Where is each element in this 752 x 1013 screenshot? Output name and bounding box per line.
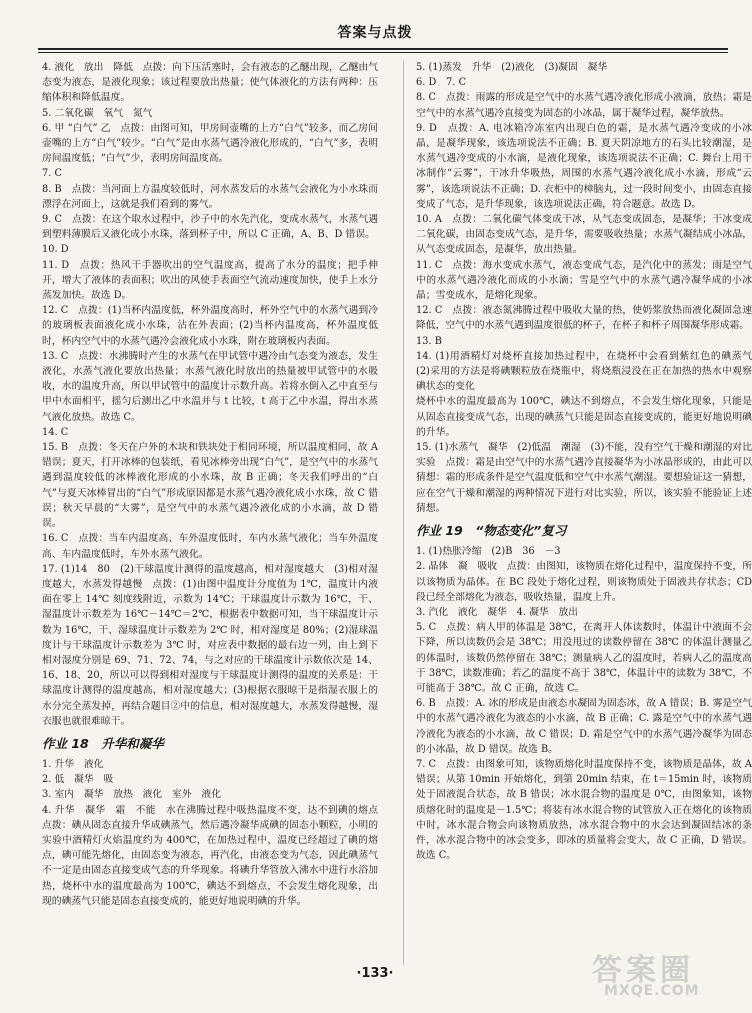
answer-item: 2. 低 凝华 吸 (42, 774, 114, 786)
answer-item: 15. (1)水蒸气 凝华 (2)低温 潮湿 (3)不能，没有空气干燥和潮湿的对比实验 点拨：霜是由空气中的水蒸气遇冷直接凝华为小冰晶形成的，由此可以猜想：霜的形成条件是空气温度低和空气中水蒸气潮湿。要想验证这一猜想，应在空气干燥和潮湿的两种情况下进行对比实验，所以，该实验不能验证上述猜想。 (416, 442, 752, 514)
watermark-url: MXQE.COM (604, 983, 700, 999)
answer-item: 1. (1)热胀冷缩 (2)B 36 －3 (416, 546, 561, 558)
right-column (416, 60, 752, 965)
answer-item: 8. B 点拨：当河面上方温度较低时，河水蒸发后的水蒸气会液化为小水珠而漂浮在河面上，这就是我们看到的雾气。 (42, 183, 378, 210)
answer-item: 烧杯中水的温度最高为 100℃，碘达不到熔点，不会发生熔化现象，只能是从固态直接变成气态，出现的碘蒸气只能是固态直接变成的，能更好地说明碘的升华。 (416, 396, 752, 438)
answer-item: 7. C 点拨：由图象可知，该物质熔化时温度保持不变，该物质是晶体，故 A 错误；从第 10min 开始熔化，到第 20min 结束，在 t＝15min 时，该物质处于固液混合状态，故 B 错误；冰水混合物的温度是 0℃，由图象知，该物质熔化时的温度是－1.5℃；将装有冰水混合物的试管放入正在熔化的该物质中时，冰水混合物会向该物质放热，冰水混合物中的水会达到凝固结冰的条件，冰水混合物中的冰会变多，即冰的质量将会变大，故 C 正确，D 错误。故选 C。 (416, 758, 752, 862)
answer-item: 5. (1)蒸发 升华 (2)液化 (3)凝固 凝华 (416, 62, 608, 73)
answer-item: 12. C 点拨：(1)当杯内温度低，杯外温度高时，杯外空气中的水蒸气遇到冷的玻璃板表面液化成小水珠，沾在外表面；(2)当杯内温度高，杯外温度低时，杯内空气中的水蒸气遇冷会液化成小水珠，附在玻璃板内表面。 (42, 305, 378, 347)
answer-item: 4. 液化 放出 降低 点拨：向下压活塞时，会有液态的乙醚出现，乙醚由气态变为液态，是液化现象；该过程要放出热量；使气体液化的方法有两种：压缩体积和降低温度。 (42, 62, 378, 104)
answer-item: 14. (1)用酒精灯对烧杯直接加热过程中，在烧杯中会看到紫红色的碘蒸气 (2)采用的方法是将碘颗粒放在烧瓶中，将烧瓶浸没在正在加热的热水中观察碘状态的变化 (416, 350, 752, 393)
column-divider (403, 60, 404, 965)
answer-item: 4. 升华 凝华 霜 不能 水在沸腾过程中吸热温度不变，达不到碘的熔点 点拨：碘从固态直接升华成碘蒸气，然后遇冷凝华成碘的固态小颗粒，小明的实验中酒精灯火焰温度约为 400℃，在加热过程中，温度已经超过了碘的熔点，碘可能先熔化，由固态变为液态，再汽化，由液态变为气态，因此碘蒸气不一定是由固态直接变成气态的升华现象。将碘升华管放入沸水中进行水浴加热，烧杯中水的温度最高为 100℃，碘达不到熔点，不会发生熔化现象，出现的碘蒸气只能是固态直接变成的，能更好地说明碘的升华。 (42, 804, 388, 907)
answer-item: 3. 室内 凝华 放热 液化 室外 液化 (42, 789, 222, 801)
watermark (582, 945, 732, 1005)
answer-item: 7. C (42, 168, 62, 180)
answer-item: 11. D 点拨：热风干手器吹出的空气温度高，提高了水分的温度；把手伸开，增大了液体的表面积；吹出的风使手表面空气流动速度加快，使手上水分蒸发加快。故选 D。 (42, 259, 378, 302)
answer-item: 5. 二氧化碳 氧气 氮气 (42, 107, 153, 119)
answer-item: 15. B 点拨：冬天在户外的木块和铁块处于相同环境，所以温度相同，故 A 错误；夏天，打开冰棒的包装纸，看见冰棒旁出现“白气”，是空气中的水蒸气遇到温度较低的冰棒液化形成的小水珠，故 B 正确；冬天我们呼出的“白气”与夏天冰棒冒出的“白气”形成原因都是水蒸气遇冷液化成小水珠，故 C 错误；秋天早晨的“大雾”，是空气中的水蒸气遇冷液化成的小水滴，故 D 错误。 (42, 442, 378, 530)
answer-item: 17. (1)14 80 (2)干球温度计测得的温度越高，相对湿度越大 (3)相对湿度越大，水蒸发得越慢 点拨：(1)由图中温度计分度值为 1℃，温度计内液面在零上 14℃ 刻度线附近，示数为 14℃；干球温度计示数为 16℃，干、湿温度计示数差为 16℃－14℃＝2℃，根据表中数据可知，当干球温度计示数为 16℃，干、湿球温度计示数差为 2℃ 时，相对湿度是 80%；(2)湿球温度计与干球温度计示数差为 3℃ 时，对应表中数据的最右边一列，由上到下相对湿度分别是 69、71、72、74，与之对应的干球温度计示数依次是 14、16、18、20，所以可以得到相对湿度与干球温度计测得的温度的关系是：干球温度计测得的温度越高，相对湿度越大；(3)根据衣服晾干是指湿衣服上的水分完全蒸发掉，再结合题目②中的信息，相对湿度越大，水蒸发得越慢，湿衣服也就很难晾干。 (42, 563, 378, 727)
answer-item: 5. C 点拨：病人甲的体温是 38℃，在离开人体读数时，体温计中液面不会下降，所以读数仍会是 38℃；用没甩过的读数停留在 38℃ 的体温计测量乙的体温时，该数仍然停留在 38℃；测量病人乙的温度时，若病人乙的温度高于 38℃，读数准确；若乙的温度不高于 38℃，体温计中的读数为 38℃，不可能高于 38℃。故 C 正确，故选 C。 (416, 622, 752, 694)
answer-item: 2. 晶体 凝 吸收 点拨：由图知，该物质在熔化过程中，温度保持不变，所以该物质为晶体。在 BC 段处于熔化过程，则该物质处于固液共存状态；CD 段已经全部熔化为液态，吸收热量，温度上升。 (416, 561, 752, 603)
page-number: ·133· (356, 966, 394, 981)
header-rule (38, 48, 728, 50)
answer-item: 8. C 点拨：雨露的形成是空气中的水蒸气遇冷液化形成小液滴，放热；霜是空气中的水蒸气遇冷直接变为固态的小冰晶，属于凝华过程，凝华放热。 (416, 92, 752, 119)
answer-item: 12. C 点拨：液态氮沸腾过程中吸收大量的热，使奶浆放热而液化凝固急速降低，空气中的水蒸气遇到温度很低的杯子，在杯子和杯子周围凝华形成霜。 (416, 305, 752, 332)
answer-item: 9. D 点拨：A. 电冰箱冷冻室内出现白色的霜，是水蒸气遇冷变成的小冰晶，是凝华现象，该选项说法不正确；B. 夏天阴凉地方的石头比较潮湿，是水蒸气遇冷变成的小水滴，是液化现象，该选项说法不正确；C. 舞台上用干冰制作“云雾”，干冰升华吸热，周围的水蒸气遇冷液化成小水滴，形成“云雾”，该选项说法不正确；D. 衣柜中的樟脑丸，过一段时间变小，由固态直接变成了气态，是升华现象，该选项说法正确，符合题意。故选 D。 (416, 122, 752, 210)
answer-item: 3. 汽化 液化 凝华 4. 凝华 放出 (416, 606, 579, 618)
answer-item: 9. C 点拨：在这个取水过程中，沙子中的水先汽化，变成水蒸气，水蒸气遇到塑料薄膜后又液化成小水珠，落到杯子中，所以 C 正确，A、B、D 错误。 (42, 214, 378, 241)
section-title: 作业 18 升华和凝华 (42, 735, 164, 751)
page-header: 答案与点拨 (337, 25, 413, 41)
answer-item: 6. B 点拨：A. 冰的形成是由液态水凝固为固态冰，故 A 错误；B. 雾是空气中的水蒸气遇冷液化为液态的小水滴，故 B 正确；C. 露是空气中的水蒸气遇冷液化为液态的小水滴，故 C 错误；D. 霜是空气中的水蒸气遇冷凝华为固态的小冰晶，故 D 错误。故选 B。 (416, 698, 752, 755)
answer-item: 13. B (416, 335, 442, 347)
answer-item: 14. C (42, 426, 69, 438)
answer-item: 10. A 点拨：二氧化碳气体变成干冰，从气态变成固态，是凝华；干冰变成二氧化碳，由固态变成气态，是升华，需要吸收热量；水蒸气凝结成小冰晶，从气态变成固态，是凝华，放出热量。 (416, 214, 752, 256)
watermark-logo-text: 答案圈 (592, 953, 694, 988)
left-column (42, 60, 388, 965)
answer-item: 1. 升华 液化 (42, 758, 104, 770)
answer-item: 10. D (42, 244, 69, 256)
answer-item: 13. C 点拨：水沸腾时产生的水蒸气在甲试管中遇冷由气态变为液态，发生液化，水蒸气液化要放出热量；水蒸气液化时放出的热量被甲试管中的水吸收，水的温度升高，所以甲试管中的温度计示数升高。若将水倒入乙中直至与甲中水面相平，摇匀后测出乙中水温并与 t 比较，t 高于乙中水温，得出水蒸气液化放热。故选 C。 (42, 350, 378, 423)
header-rule-thin (38, 52, 728, 53)
answer-item: 11. C 点拨：海水变成水蒸气，液态变成气态，是汽化中的蒸发；雨是空气中的水蒸气遇冷液化而成的小水滴；雪是空气中的水蒸气遇冷凝华成的小冰晶；雪变成水，是熔化现象。 (416, 259, 752, 302)
section-title: 作业 19 “物态变化”复习 (416, 523, 567, 539)
answer-item: 6. 甲 “白气” 乙 点拨：由图可知，甲房间壶嘴的上方“白气”较多，而乙房间壶嘴的上方“白气”较少。“白气”是由水蒸气遇冷液化形成的，“白气”多，表明房间温度低；“白气”少，表明房间温度高。 (42, 122, 378, 165)
answer-item: 16. C 点拨：当车内温度高、车外温度低时，车内水蒸气液化；当车外温度高、车内温度低时，车外水蒸气液化。 (42, 533, 378, 560)
answer-item: 6. D 7. C (416, 77, 467, 89)
